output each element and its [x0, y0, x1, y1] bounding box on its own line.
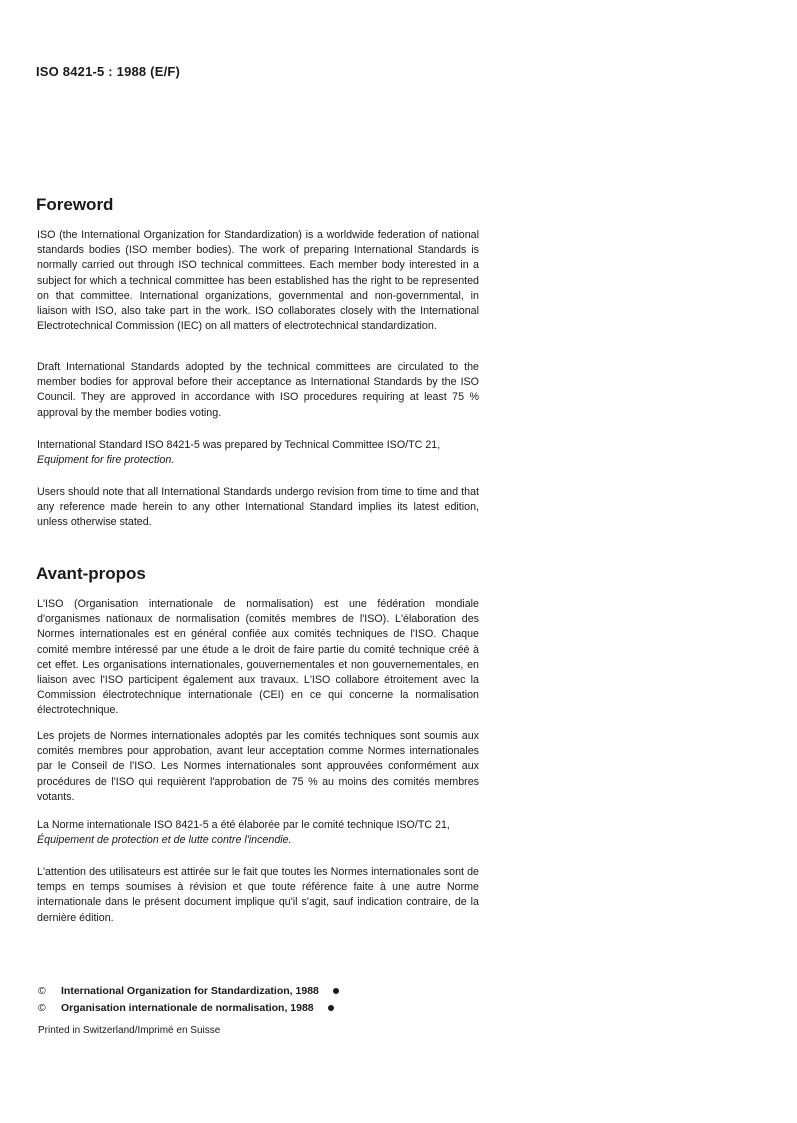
bullet-dot-icon [328, 1005, 334, 1011]
copyright-icon: © [38, 985, 46, 997]
copyright-english [38, 985, 339, 997]
foreword-paragraph-4: Users should note that all International Standards undergo revision from time to time and that any reference made herein to any other International Standard implies its latest edition, unless otherwise stated. [37, 486, 479, 529]
avant-propos-paragraph-4: L'attention des utilisateurs est attirée sur le fait que toutes les Normes internationales sont de temps en temps soumises à révision et que toute référence faite à une autre Norme internationale dans le présent document implique qu'il s'agit, sauf indication contraire, de la dernière édition. [37, 866, 479, 924]
copyright-english-text: International Organization for Standardization, 1988 [61, 985, 319, 997]
foreword-paragraph-3-text: International Standard ISO 8421-5 was prepared by Technical Committee ISO/TC 21, [37, 439, 441, 451]
copyright-french [38, 1002, 334, 1014]
printed-in-note: Printed in Switzerland/Imprimé en Suisse [38, 1025, 221, 1036]
document-reference: ISO 8421-5 : 1988 (E/F) [36, 64, 181, 79]
avant-propos-paragraph-3 [37, 818, 479, 848]
avant-propos-paragraph-2: Les projets de Normes internationales adoptés par les comités techniques sont soumis aux comités membres pour approbation, avant leur acceptation comme Normes internationales par le Conseil de l'ISO. Les Normes internationales sont approuvées conformément aux procédures de l'ISO qui requièrent l'approbation de 75 % au moins des comités membres votants. [37, 730, 479, 803]
avant-propos-heading: Avant-propos [36, 564, 146, 583]
avant-propos-paragraph-3-text: La Norme internationale ISO 8421-5 a été élaborée par le comité technique ISO/TC 21, [37, 819, 450, 831]
copyright-french-text: Organisation internationale de normalisation, 1988 [61, 1002, 314, 1014]
foreword-committee-title: Equipment for fire protection. [37, 454, 175, 467]
foreword-heading: Foreword [36, 195, 114, 214]
avant-propos-paragraph-1: L'ISO (Organisation internationale de normalisation) est une fédération mondiale d'organismes nationaux de normalisation (comités membres de l'ISO). L'élaboration des Normes internationales est en général confiée aux comités techniques de l'ISO. Chaque comité membre intéressé par une étude a le droit de faire partie du comité technique créé à cet effet. Les organisations internationales, gouvernementales et non gouvernementales, en liaison avec l'ISO participent également aux travaux. L'ISO collabore étroitement avec la Commission électrotechnique internationale (CEI) en ce qui concerne la normalisation électrotechnique. [37, 598, 479, 717]
bullet-dot-icon [333, 988, 339, 994]
avant-propos-committee-title: Équipement de protection et de lutte contre l'incendie. [37, 834, 292, 847]
foreword-paragraph-3 [37, 438, 479, 468]
foreword-paragraph-1: ISO (the International Organization for Standardization) is a worldwide federation of national standards bodies (ISO member bodies). The work of preparing International Standards is normally carried out through ISO technical committees. Each member body interested in a subject for which a technical committee has been established has the right to be represented on that committee. International organizations, governmental and non-governmental, in liaison with ISO, also take part in the work. ISO collaborates closely with the International Electrotechnical Commission (IEC) on all matters of electrotechnical standardization. [37, 229, 479, 333]
foreword-paragraph-2: Draft International Standards adopted by the technical committees are circulated to the member bodies for approval before their acceptance as International Standards by the ISO Council. They are approved in accordance with ISO procedures requiring at least 75 % approval by the member bodies voting. [37, 361, 479, 419]
copyright-icon: © [38, 1002, 46, 1014]
